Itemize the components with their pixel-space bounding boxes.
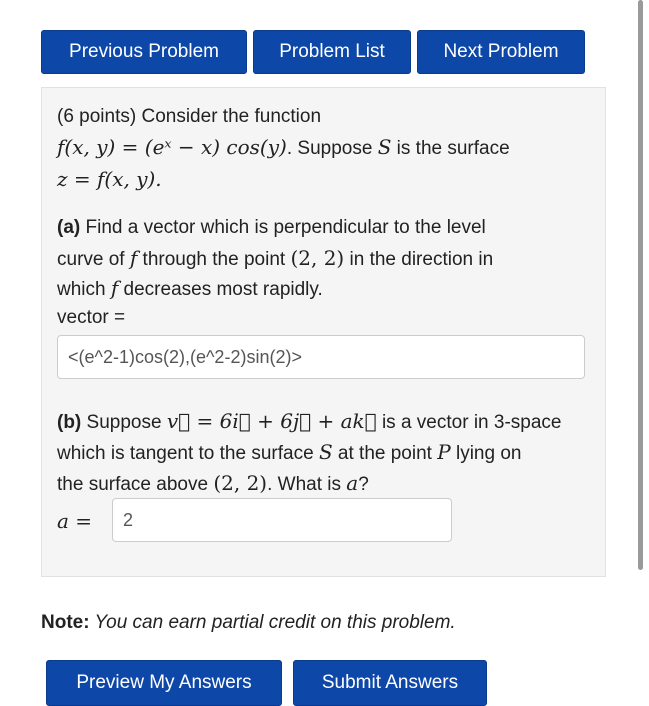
- note-text: You can earn partial credit on this problem.: [89, 612, 456, 633]
- previous-problem-button[interactable]: Previous Problem: [41, 30, 247, 74]
- problem-function-line: [57, 132, 510, 164]
- problem-panel: [41, 87, 606, 577]
- text: which is tangent to the surface: [57, 443, 319, 464]
- math-S: S: [318, 440, 333, 464]
- math-f: f: [129, 246, 138, 270]
- text: which: [57, 279, 111, 300]
- text: in the direction in: [344, 249, 494, 270]
- text: Find a vector which is perpendicular to the level: [80, 217, 486, 238]
- text: the surface above: [57, 474, 214, 495]
- text: is the surface: [391, 138, 510, 159]
- preview-answers-button[interactable]: Preview My Answers: [46, 660, 282, 706]
- vector-answer-label: vector =: [57, 307, 126, 328]
- text: ?: [358, 474, 369, 495]
- a-answer-input[interactable]: 2: [112, 498, 452, 542]
- text: at the point: [332, 443, 438, 464]
- text: through the point: [137, 249, 291, 270]
- math-a: a: [346, 471, 359, 495]
- text: curve of: [57, 249, 130, 270]
- text: . Suppose: [286, 138, 378, 159]
- text: Suppose: [81, 412, 167, 433]
- vector-formula: v⃗ = 6i⃗ + 6j⃗ + ak⃗: [166, 409, 377, 433]
- scrollbar[interactable]: [638, 0, 643, 570]
- part-b-line1: [57, 406, 561, 438]
- text: is a vector in 3-space: [376, 412, 562, 433]
- submit-answers-button[interactable]: Submit Answers: [293, 660, 487, 706]
- problem-intro: (6 points) Consider the function: [57, 106, 322, 127]
- partial-credit-note: [41, 612, 456, 634]
- text: . What is: [267, 474, 347, 495]
- math-S: S: [377, 135, 392, 159]
- surface-equation: z = f(x, y).: [57, 167, 162, 191]
- problem-list-button[interactable]: Problem List: [253, 30, 411, 74]
- part-a-line3: [57, 273, 323, 305]
- vector-answer-input[interactable]: <(e^2-1)cos(2),(e^2-2)sin(2)>: [57, 335, 585, 379]
- text: decreases most rapidly.: [118, 279, 323, 300]
- text: lying on: [450, 443, 522, 464]
- a-answer-label: a =: [57, 509, 93, 533]
- part-a-line1: [57, 213, 486, 243]
- math-P: P: [437, 440, 451, 464]
- part-b-line2: [57, 437, 521, 469]
- part-b-label: (b): [57, 412, 82, 433]
- part-b-line3: [57, 468, 369, 500]
- function-formula: f(x, y) = (eˣ − x) cos(y): [57, 135, 287, 159]
- math-f: f: [110, 276, 119, 300]
- part-a-line2: [57, 243, 493, 275]
- part-a-label: (a): [57, 217, 81, 238]
- math-point: (2, 2): [213, 471, 268, 495]
- note-label: Note:: [41, 612, 90, 633]
- next-problem-button[interactable]: Next Problem: [417, 30, 585, 74]
- math-point: (2, 2): [290, 246, 345, 270]
